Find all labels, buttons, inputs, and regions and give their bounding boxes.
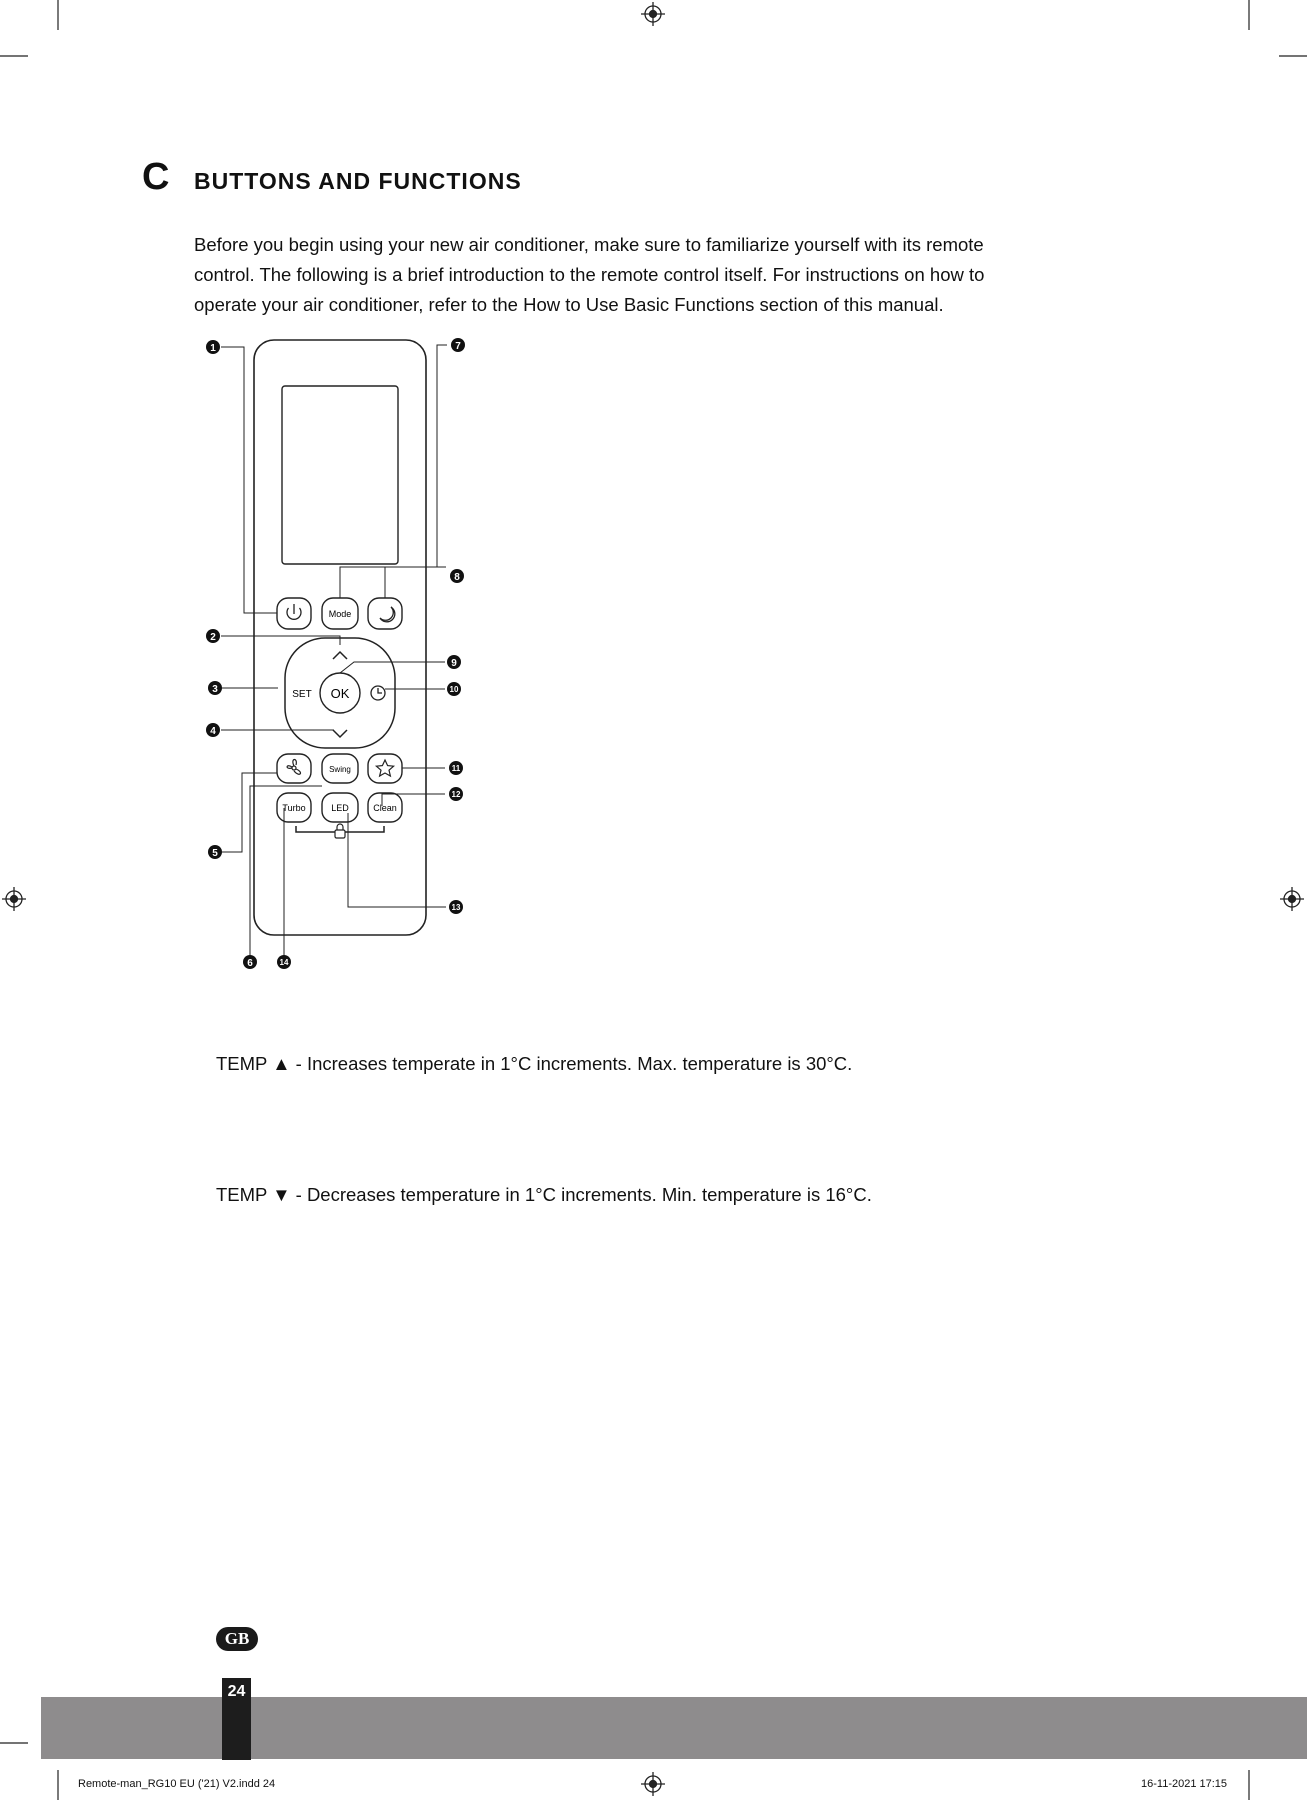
callout-lines [221,345,447,962]
remote-display [282,386,398,564]
timer-icon [371,686,385,700]
intro-line: operate your air conditioner, refer to the How to Use Basic Functions section of this manual. [194,294,944,315]
fan-button [277,754,311,783]
lock-icon [335,824,345,838]
turbo-button-label: Turbo [282,803,306,813]
callout-number: 2 [210,632,216,643]
favorite-button [368,754,402,783]
temp-up-description: TEMP ▲ - Increases temperate in 1°C increments. Max. temperature is 30°C. [216,1053,853,1074]
language-badge: GB [216,1627,258,1651]
ok-button-label: OK [330,686,350,701]
callout-number: 14 [279,958,289,967]
temp-down-arrow [333,730,347,737]
callout-number: 12 [451,790,461,799]
set-button-label: SET [292,689,312,700]
callout-number: 9 [451,658,457,669]
temp-down-description: TEMP ▼ - Decreases temperature in 1°C increments. Min. temperature is 16°C. [216,1184,872,1205]
callout-number: 5 [212,848,218,859]
callout-number: 11 [451,764,461,773]
callout-number: 1 [210,343,216,354]
intro-paragraph [194,230,1094,320]
swing-button-label: Swing [329,765,351,774]
callout-number: 6 [247,958,253,969]
remote-control-diagram [190,325,490,985]
callout-number: 10 [449,685,459,694]
clean-button-label: Clean [373,803,397,813]
section-title: BUTTONS AND FUNCTIONS [194,168,522,194]
print-timestamp: 16-11-2021 17:15 [1141,1778,1228,1790]
registration-mark-bottom [641,1772,665,1796]
callout-number: 7 [455,341,461,352]
intro-line: control. The following is a brief introduction to the remote control itself. For instructions on how to [194,264,985,285]
mode-button-label: Mode [328,609,352,619]
led-button-label: LED [331,803,349,813]
callout-number: 8 [454,572,460,583]
registration-mark-top [641,2,665,26]
callout-number: 3 [212,684,218,695]
registration-mark-left [2,887,26,911]
intro-line: Before you begin using your new air conditioner, make sure to familiarize yourself with its remote [194,234,984,255]
page-number: 24 [222,1678,251,1760]
callout-number: 13 [451,903,461,912]
section-letter: C [142,156,170,198]
temp-up-arrow [333,652,347,659]
callout-number: 4 [210,726,216,737]
sleep-button [368,598,402,629]
file-slug: Remote-man_RG10 EU ('21) V2.indd 24 [78,1778,276,1790]
registration-mark-right [1280,887,1304,911]
